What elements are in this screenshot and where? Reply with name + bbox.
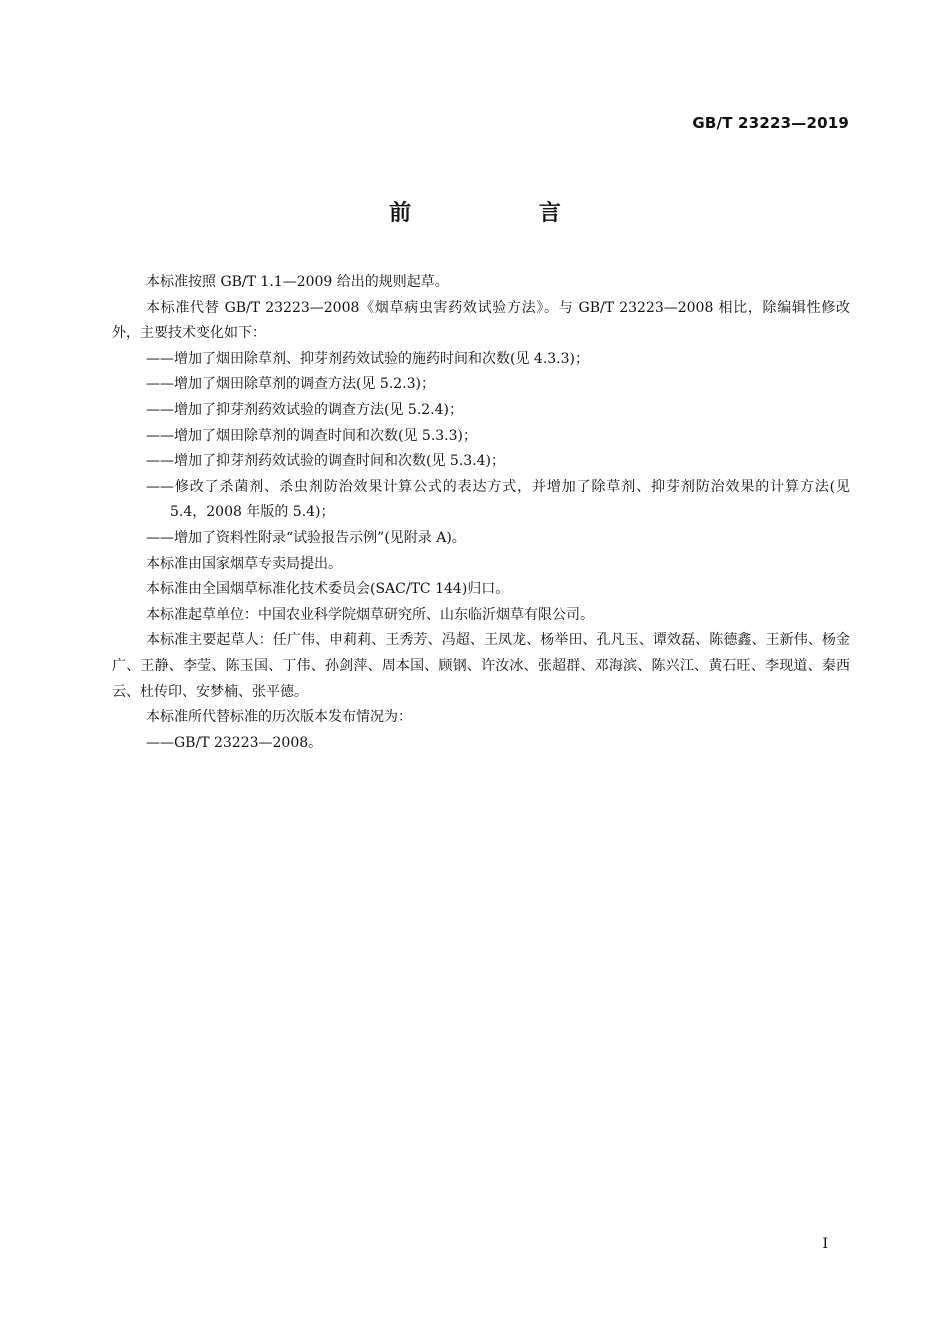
- standard-number: GB/T 23223—2019: [692, 114, 849, 132]
- page-number: I: [822, 1236, 828, 1252]
- paragraph-replacement: 本标准代替 GB/T 23223—2008《烟草病虫害药效试验方法》。与 GB/T 23223—2008 相比，除编辑性修改外，主要技术变化如下：: [112, 299, 850, 342]
- foreword-body: [112, 270, 850, 756]
- paragraph-drafters: 本标准主要起草人：任广伟、申莉莉、王秀芳、冯超、王凤龙、杨举田、孔凡玉、谭效磊、陈德鑫、王新伟、杨金广、王静、李莹、陈玉国、丁伟、孙剑萍、周本国、顾钢、许汝冰、张超群、邓海滨、陈兴江、黄石旺、李现道、秦西云、杜传印、安梦楠、张平德。: [112, 632, 850, 700]
- change-item: ——增加了资料性附录“试验报告示例”(见附录 A)。: [146, 529, 466, 546]
- paragraph-proposer: 本标准由国家烟草专卖局提出。: [146, 555, 342, 572]
- change-item: ——增加了抑芽剂药效试验的调查时间和次数(见 5.3.4)；: [146, 453, 505, 470]
- paragraph-drafting-units: 本标准起草单位：中国农业科学院烟草研究所、山东临沂烟草有限公司。: [146, 606, 594, 623]
- paragraph-drafting-rules: 本标准按照 GB/T 1.1—2009 给出的规则起草。: [146, 274, 449, 290]
- change-item: ——增加了烟田除草剂、抑芽剂药效试验的施药时间和次数(见 4.3.3)；: [146, 350, 589, 367]
- change-item: ——增加了抑芽剂药效试验的调查方法(见 5.2.4)；: [146, 401, 463, 418]
- paragraph-history-intro: 本标准所代替标准的历次版本发布情况为：: [146, 709, 412, 726]
- history-item: ——GB/T 23223—2008。: [146, 734, 323, 751]
- change-item: ——修改了杀菌剂、杀虫剂防治效果计算公式的表达方式，并增加了除草剂、抑芽剂防治效果的计算方法(见 5.4，2008 年版的 5.4)；: [146, 478, 850, 521]
- change-item: ——增加了烟田除草剂的调查时间和次数(见 5.3.3)；: [146, 427, 477, 444]
- change-item: ——增加了烟田除草剂的调查方法(见 5.2.3)；: [146, 376, 435, 393]
- page-title: 前 言: [389, 201, 621, 226]
- paragraph-committee: 本标准由全国烟草标准化技术委员会(SAC/TC 144)归口。: [146, 581, 510, 598]
